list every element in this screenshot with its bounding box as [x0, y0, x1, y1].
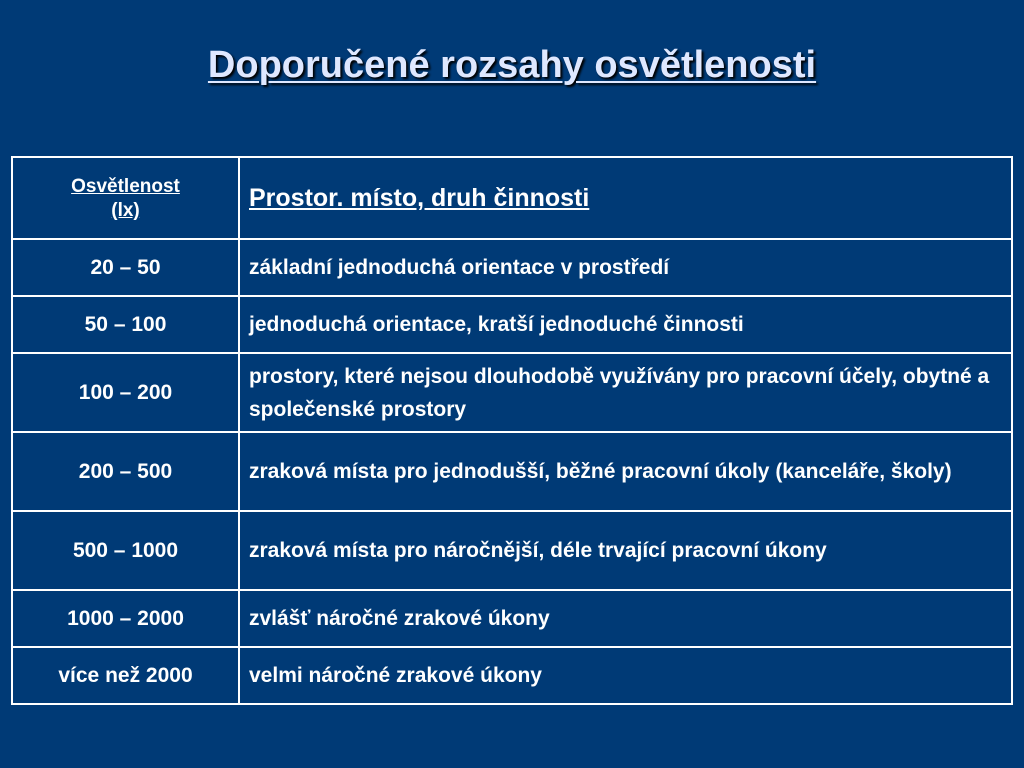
table-row [12, 296, 1012, 353]
header-illuminance-unit: (lx) [111, 200, 140, 221]
illuminance-range-cell: 1000 – 2000 [12, 590, 239, 647]
activity-description-cell: zvlášť náročné zrakové úkony [239, 590, 1012, 647]
table-row [12, 239, 1012, 296]
illuminance-range-cell: 50 – 100 [12, 296, 239, 353]
illuminance-table-container [11, 156, 1013, 705]
table-row [12, 511, 1012, 590]
activity-description-cell: zraková místa pro náročnější, déle trvající pracovní úkony [239, 511, 1012, 590]
table-row [12, 590, 1012, 647]
illuminance-table [11, 156, 1013, 705]
table-row [12, 647, 1012, 704]
activity-description-cell: prostory, které nejsou dlouhodobě využívány pro pracovní účely, obytné a společenské prostory [239, 353, 1012, 432]
activity-description-cell: jednoduchá orientace, kratší jednoduché činnosti [239, 296, 1012, 353]
activity-description-cell: základní jednoduchá orientace v prostředí [239, 239, 1012, 296]
slide-title: Doporučené rozsahy osvětlenosti [207, 44, 817, 86]
activity-description-cell: velmi náročné zrakové úkony [239, 647, 1012, 704]
illuminance-range-cell: 100 – 200 [12, 353, 239, 432]
table-header-row [12, 157, 1012, 239]
illuminance-range-cell: více než 2000 [12, 647, 239, 704]
illuminance-range-cell: 20 – 50 [12, 239, 239, 296]
table-row [12, 353, 1012, 432]
header-description: Prostor. místo, druh činnosti [239, 157, 1012, 239]
table-row [12, 432, 1012, 511]
activity-description-cell: zraková místa pro jednodušší, běžné pracovní úkoly (kanceláře, školy) [239, 432, 1012, 511]
illuminance-range-cell: 200 – 500 [12, 432, 239, 511]
illuminance-range-cell: 500 – 1000 [12, 511, 239, 590]
header-illuminance [12, 157, 239, 239]
header-illuminance-label: Osvětlenost [71, 176, 180, 197]
